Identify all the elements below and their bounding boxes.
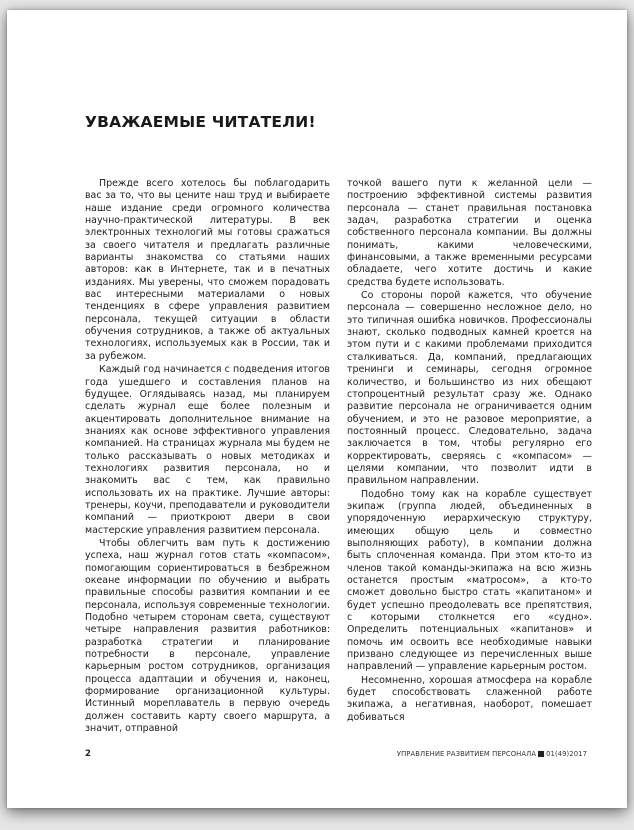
page-number: 2 — [85, 749, 91, 759]
journal-title: УПРАВЛЕНИЕ РАЗВИТИЕМ ПЕРСОНАЛА — [396, 750, 537, 758]
paragraph: точкой вашего пути к желанной цели — построению эффективной системы развития персонала — станет правильная постановка задач, разработка стратегии и оценка собственного персонала компании. Вы должны понимать, какими человеческими, финансовыми, а также временными ресурсами обладаете, чего хотите достичь и какие средства будете использовать. — [347, 178, 592, 288]
left-column — [85, 178, 330, 735]
paragraph: Чтобы облегчить вам путь к достижению успеха, наш журнал готов стать «компасом», помогающим сориентироваться в безбрежном океане информации по обучению и выбрать правильные способы развития компании и ее персонала, используя современные технологии. Подобно четырем сторонам света, существуют четыре направления развития работников: разработка стратегии и планирование потребности в персонале, управление карьерным ростом сотрудников, организация процесса адаптации и обучения и, наконец, формирование организационной культуры. Истинный мореплаватель в первую очередь должен составить карту своего маршрута, а значит, отправной — [85, 537, 330, 735]
issue-number: 01(49)2017 — [546, 750, 587, 758]
page-heading: УВАЖАЕМЫЕ ЧИТАТЕЛИ! — [85, 113, 316, 131]
paragraph: Каждый год начинается с подведения итогов года ушедшего и составления планов на будущее. Оглядываясь назад, мы планируем сделать журнал еще более полезным и акцентировать дополнительное внимание на знаниях как основе эффективного управления компанией. На страницах журнала мы будем не только рассказывать о новых методиках и технологиях развития персонала, но и знакомить вас с тем, как правильно использовать их на практике. Лучшие авторы: тренеры, коучи, преподаватели и руководители компаний — приоткроют двери в свои мастерские управления развитием персонала. — [85, 364, 330, 536]
square-separator-icon — [538, 751, 544, 757]
paragraph: Несомненно, хорошая атмосфера на корабле будет способствовать слаженной работе экипажа, а негативная, наоборот, помешает добиваться — [347, 674, 592, 723]
paragraph: Подобно тому как на корабле существует экипаж (группа людей, объединенных в упорядоченную иерархическую структуру, имеющих общую цель и совместно выполняющих работу), в компании должна быть сплоченная команда. При этом кто-то из членов такой команды-экипажа на всю жизнь останется простым «матросом», а кто-то сможет довольно быстро стать «капитаном» и будет успешно преодолевать все препятствия, с которыми столкнется его «судно». Определить потенциальных «капитанов» и помочь им освоить все необходимые навыки призвано следующее из перечисленных выше направлений — управление карьерным ростом. — [347, 488, 592, 673]
right-column — [347, 178, 592, 724]
magazine-page — [7, 10, 627, 808]
paragraph: Прежде всего хотелось бы поблагодарить вас за то, что вы цените наш труд и выбираете наше издание среди огромного количества научно-практической литературы. В век электронных технологий мы готовы сражаться за своего читателя и предлагать различные варианты знакомства со статьями наших авторов: как в Интернете, так и в печатных изданиях. Мы уверены, что сможем порадовать вас интересными материалами о новых тенденциях в сфере управления развитием персонала, текущей ситуации в области обучения сотрудников, а также об актуальных технологиях, используемых как в России, так и за рубежом. — [85, 178, 330, 362]
running-footer — [397, 750, 587, 758]
paragraph: Со стороны порой кажется, что обучение персонала — совершенно несложное дело, но это типичная ошибка новичков. Профессионалы знают, сколько подводных камней кроется на этом пути и с какими проблемами приходится сталкиваться. Да, компаний, предлагающих тренинги и семинары, сегодня огромное количество, и большинство из них обещают стопроцентный результат сразу же. Однако развитие персонала не ограничивается одним обучением, и это не разовое мероприятие, а постоянный процесс. Следовательно, задача заключается в том, чтобы регулярно его корректировать, сверяясь с «компасом» — целями компании, что позволит идти в правильном направлении. — [347, 290, 592, 487]
